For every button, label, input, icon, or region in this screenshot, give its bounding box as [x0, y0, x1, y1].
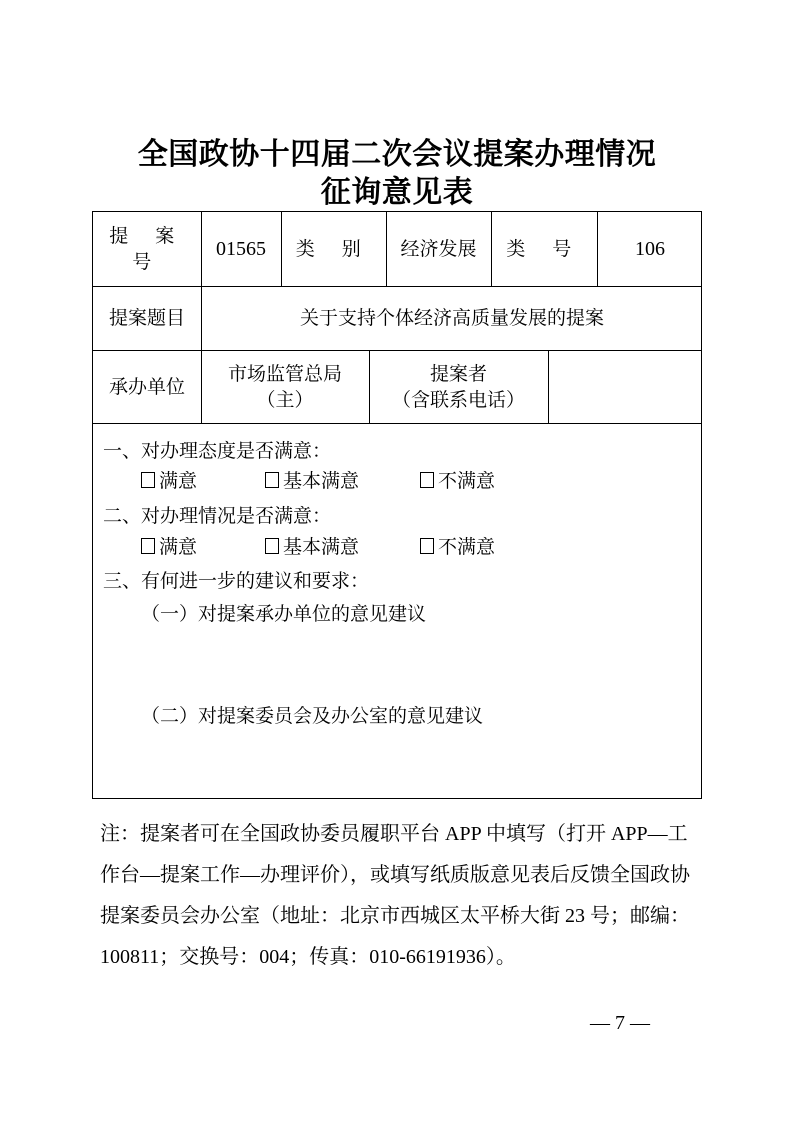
question-3: 三、有何进一步的建议和要求： [103, 570, 370, 592]
handler-value [201, 350, 369, 423]
proposer-label [369, 350, 548, 423]
handler-label: 承办单位 [108, 375, 185, 398]
q2-option-satisfied[interactable]: 满意 [141, 534, 197, 560]
q2-option-basically-satisfied[interactable]: 基本满意 [265, 534, 359, 560]
q1-option-basically-satisfied[interactable]: 基本满意 [265, 468, 359, 494]
handler-value-line1: 市场监管总局 [227, 362, 342, 385]
footnote [100, 814, 700, 978]
feedback-form-table [92, 211, 702, 799]
question-1: 一、对办理态度是否满意： [103, 440, 332, 462]
checkbox-icon[interactable] [265, 538, 279, 554]
class-no-label: 类 号 [506, 238, 582, 260]
footnote-line-1: 注：提案者可在全国政协委员履职平台 APP 中填写（打开 APP—工 [100, 823, 688, 845]
form-title-line1: 全国政协十四届二次会议提案办理情况 [137, 137, 657, 172]
proposal-no-label: 提 案 号 [109, 225, 185, 273]
handler-value-line2: （主） [256, 388, 314, 411]
q1-option-satisfied[interactable]: 满意 [141, 468, 197, 494]
subject-value: 关于支持个体经济高质量发展的提案 [299, 307, 604, 329]
question-3-sub-2: （二）对提案委员会及办公室的意见建议 [141, 705, 484, 727]
checkbox-icon[interactable] [420, 472, 434, 488]
footnote-line-4: 100811；交换号：004；传真：010-66191936）。 [100, 946, 516, 968]
page-number: — 7 — [590, 1012, 650, 1034]
category-label: 类 别 [295, 238, 372, 260]
q2-option-unsatisfied[interactable]: 不满意 [420, 534, 495, 560]
proposer-label-line1: 提案者 [429, 362, 487, 385]
checkbox-icon[interactable] [141, 538, 155, 554]
row-divider [93, 423, 701, 424]
checkbox-icon[interactable] [141, 472, 155, 488]
footnote-line-3: 提案委员会办公室（地址：北京市西城区太平桥大街 23 号；邮编： [100, 905, 690, 927]
class-no-value: 106 [635, 238, 665, 260]
subject-label: 提案题目 [108, 307, 185, 329]
question-3-sub-1: （一）对提案承办单位的意见建议 [141, 603, 427, 625]
form-title-line2: 征询意见表 [320, 175, 474, 210]
proposal-no-value: 01565 [216, 238, 266, 260]
footnote-line-2: 作台—提案工作—办理评价），或填写纸质版意见表后反馈全国政协 [100, 864, 690, 886]
category-value: 经济发展 [400, 238, 477, 260]
proposer-value[interactable] [548, 350, 703, 423]
question-2: 二、对办理情况是否满意： [103, 505, 332, 527]
checkbox-icon[interactable] [420, 538, 434, 554]
q1-option-unsatisfied[interactable]: 不满意 [420, 468, 495, 494]
checkbox-icon[interactable] [265, 472, 279, 488]
proposer-label-line2: （含联系电话） [391, 388, 525, 411]
